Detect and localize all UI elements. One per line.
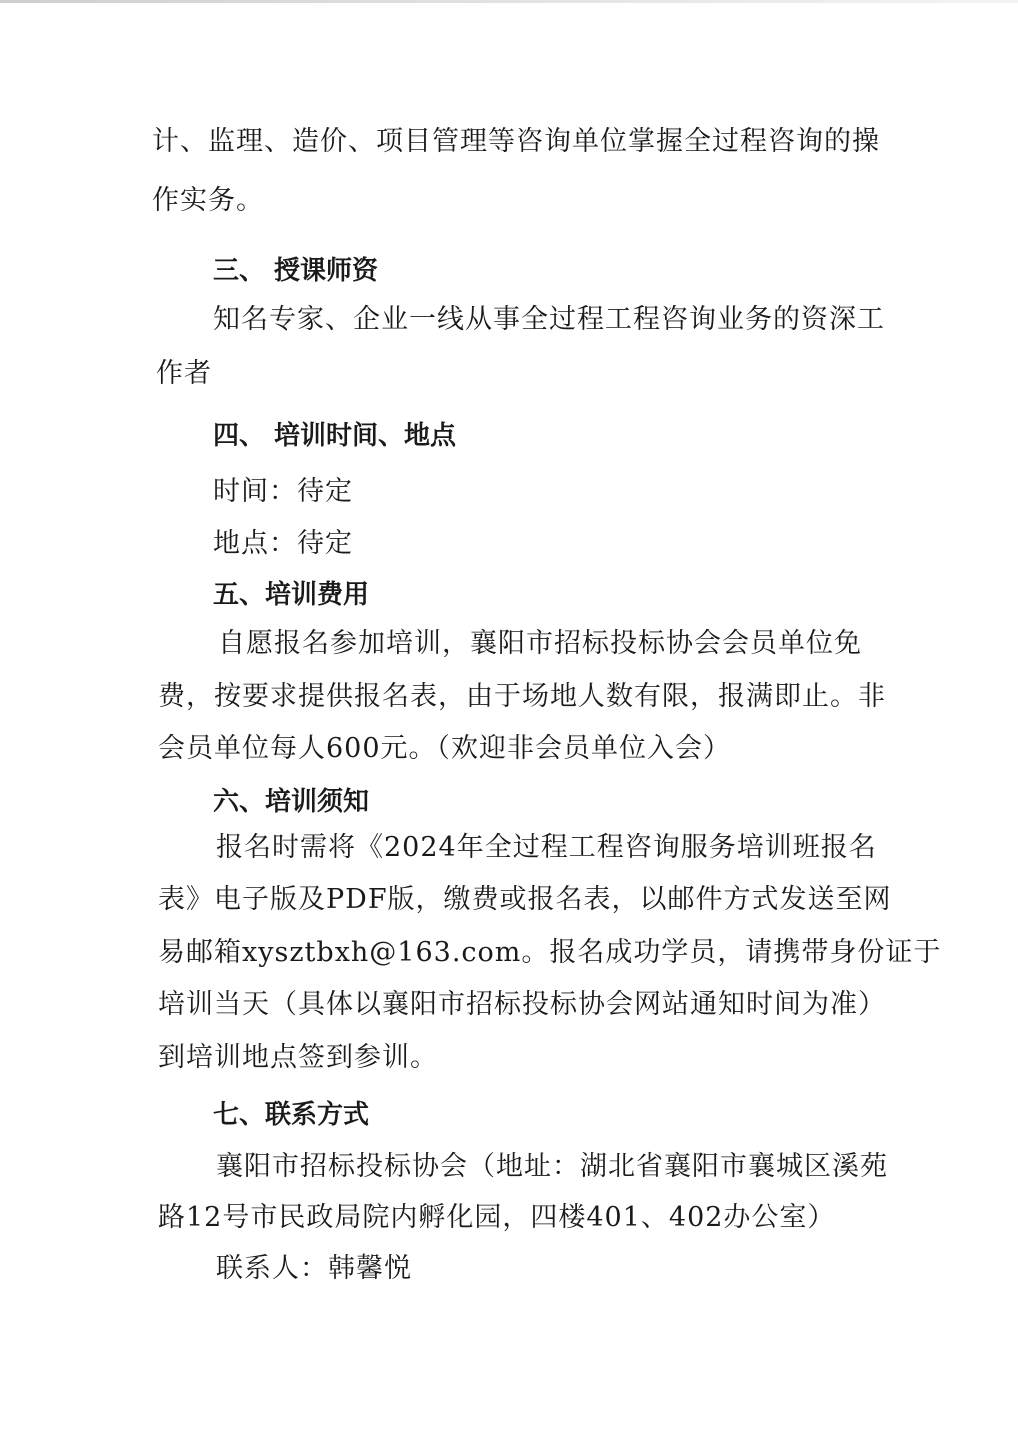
body-line: 知名专家、企业一线从事全过程工程咨询业务的资深工 [213, 304, 885, 335]
body-line: 到培训地点签到参训。 [158, 1042, 438, 1073]
section-heading-7: 七、联系方式 [213, 1100, 370, 1130]
body-line: 表》电子版及PDF版，缴费或报名表，以邮件方式发送至网 [158, 884, 892, 915]
body-line: 作实务。 [152, 185, 264, 216]
body-line: 路12号市民政局院内孵化园，四楼401、402办公室） [158, 1202, 836, 1233]
section-heading-5: 五、培训费用 [213, 580, 370, 610]
body-line: 培训当天（具体以襄阳市招标投标协会网站通知时间为准） [158, 989, 886, 1020]
scan-top-edge [0, 0, 1018, 3]
section-heading-6: 六、培训须知 [213, 787, 370, 817]
body-line: 地点：待定 [213, 528, 353, 559]
body-line: 易邮箱xysztbxh@163.com。报名成功学员，请携带身份证于 [158, 937, 942, 968]
body-line: 费，按要求提供报名表，由于场地人数有限，报满即止。非 [158, 681, 886, 712]
section-heading-3: 三、 授课师资 [213, 256, 379, 286]
body-line: 计、监理、造价、项目管理等咨询单位掌握全过程咨询的操 [152, 126, 880, 157]
body-line: 自愿报名参加培训，襄阳市招标投标协会会员单位免 [218, 628, 862, 659]
section-heading-4: 四、 培训时间、地点 [213, 421, 457, 451]
body-line: 会员单位每人600元。（欢迎非会员单位入会） [158, 733, 732, 764]
body-line: 襄阳市招标投标协会（地址：湖北省襄阳市襄城区溪苑 [216, 1151, 888, 1182]
body-line: 报名时需将《2024年全过程工程咨询服务培训班报名 [216, 832, 877, 863]
body-line: 作者 [156, 358, 212, 389]
body-line: 时间：待定 [213, 476, 353, 507]
body-line: 联系人：韩馨悦 [216, 1253, 412, 1284]
